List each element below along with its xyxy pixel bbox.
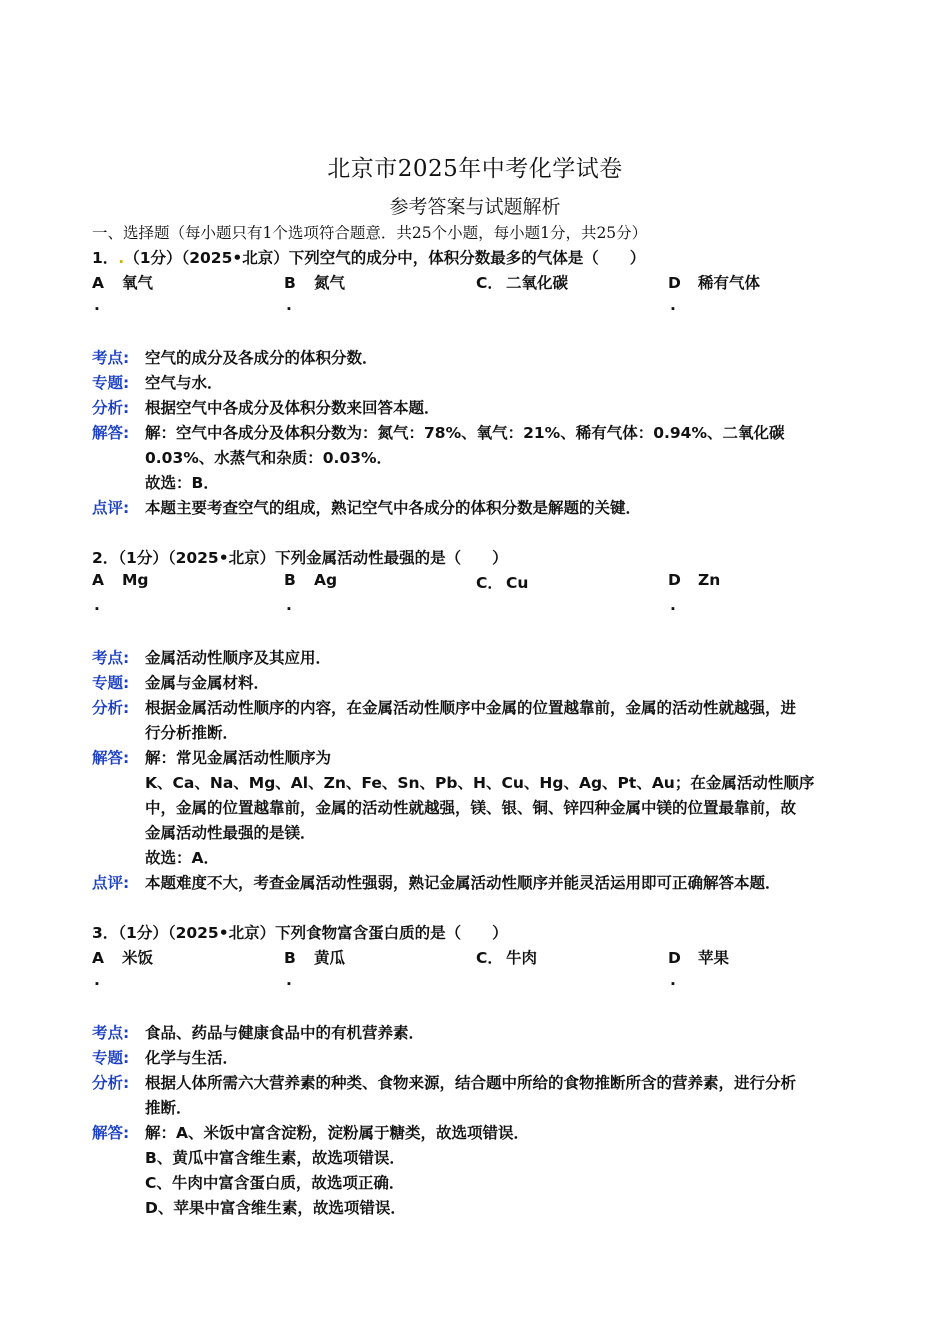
option-a-dot: . xyxy=(94,971,100,989)
kaodian-label: 考点: xyxy=(92,1024,130,1042)
jieda-label: 解答: xyxy=(92,424,130,442)
option-d: D 苹果 xyxy=(668,949,730,967)
jieda-line-1: 解：常见金属活动性顺序为 xyxy=(145,749,332,767)
question-text: （1分）（2025•北京）下列空气的成分中，体积分数最多的气体是（ ） xyxy=(124,249,646,267)
jieda-line-2: K、Ca、Na、Mg、Al、Zn、Fe、Sn、Pb、H、Cu、Hg、Ag、Pt、Au；在金属活动性顺序 xyxy=(145,774,815,792)
dianping-label: 点评: xyxy=(92,499,130,517)
jieda-line-4: D、苹果中富含维生素，故选项错误． xyxy=(145,1199,406,1217)
option-b-dot: . xyxy=(286,596,292,614)
fenxi-line-2: 行分析推断． xyxy=(145,724,239,742)
jieda-line-3: C、牛肉中富含蛋白质，故选项正确． xyxy=(145,1174,405,1192)
jieda-line-5: 故选：A． xyxy=(145,849,219,867)
option-c: C． Cu xyxy=(476,574,529,592)
option-b-dot: . xyxy=(286,296,292,314)
jieda-line-4: 金属活动性最强的是镁． xyxy=(145,824,316,842)
option-d: D 稀有气体 xyxy=(668,274,761,292)
fenxi-label: 分析: xyxy=(92,1074,130,1092)
dianping-text: 本题主要考查空气的组成，熟记空气中各成分的体积分数是解题的关键． xyxy=(145,499,642,517)
option-a-dot: . xyxy=(94,596,100,614)
option-a-dot: . xyxy=(94,296,100,314)
option-b: B Ag xyxy=(284,571,338,589)
jieda-line-3: 故选：B． xyxy=(145,474,219,492)
jieda-line-1: 解：A、米饭中富含淀粉，淀粉属于糖类，故选项错误． xyxy=(145,1124,529,1142)
question-number: 1． xyxy=(92,249,119,267)
jieda-label: 解答: xyxy=(92,1124,130,1142)
jieda-line-3: 中，金属的位置越靠前，金属的活动性就越强，镁、银、铜、锌四种金属中镁的位置最靠前，故 xyxy=(145,799,797,817)
jieda-line-2: B、黄瓜中富含维生素，故选项错误． xyxy=(145,1149,405,1167)
question-1-stem xyxy=(92,246,645,268)
question-number: 2． xyxy=(92,549,119,567)
question-3-stem xyxy=(92,921,508,943)
option-c: C． 牛肉 xyxy=(476,949,538,967)
jieda-line-2: 0.03%、水蒸气和杂质：0.03%． xyxy=(145,449,393,467)
jieda-line-1: 解：空气中各成分及体积分数为：氮气：78%、氧气：21%、稀有气体：0.94%、二氧化碳 xyxy=(145,424,785,442)
fenxi-label: 分析: xyxy=(92,699,130,717)
question-text: （1分）（2025•北京）下列食物富含蛋白质的是（ ） xyxy=(118,924,508,942)
jieda-label: 解答: xyxy=(92,749,130,767)
question-2-stem xyxy=(92,546,508,568)
option-b: B 黄瓜 xyxy=(284,949,346,967)
zhuanti-label: 专题: xyxy=(92,374,130,392)
question-number: 3． xyxy=(92,924,119,942)
question-text: （1分）（2025•北京）下列金属活动性最强的是（ ） xyxy=(118,549,508,567)
dianping-text: 本题难度不大，考查金属活动性强弱，熟记金属活动性顺序并能灵活运用即可正确解答本题． xyxy=(145,874,781,892)
zhuanti-text: 空气与水． xyxy=(145,374,223,392)
zhuanti-text: 金属与金属材料． xyxy=(145,674,270,692)
page-title: 北京市2025年中考化学试卷 xyxy=(327,156,623,182)
kaodian-label: 考点: xyxy=(92,349,130,367)
kaodian-text: 空气的成分及各成分的体积分数． xyxy=(145,349,378,367)
dianping-label: 点评: xyxy=(92,874,130,892)
zhuanti-label: 专题: xyxy=(92,1049,130,1067)
section-heading: 一、选择题（每小题只有1个选项符合题意．共25个小题，每小题1分，共25分） xyxy=(92,224,648,242)
fenxi-line-2: 推断． xyxy=(145,1099,192,1117)
option-d-dot: . xyxy=(670,971,676,989)
option-b: B 氮气 xyxy=(284,274,346,292)
option-d: D Zn xyxy=(668,571,721,589)
kaodian-text: 金属活动性顺序及其应用． xyxy=(145,649,332,667)
option-a: A 米饭 xyxy=(92,949,154,967)
option-a: A Mg xyxy=(92,571,149,589)
zhuanti-label: 专题: xyxy=(92,674,130,692)
kaodian-text: 食品、药品与健康食品中的有机营养素． xyxy=(145,1024,425,1042)
option-d-dot: . xyxy=(670,296,676,314)
fenxi-line-1: 根据人体所需六大营养素的种类、食物来源，结合题中所给的食物推断所含的营养素，进行分析 xyxy=(145,1074,797,1092)
option-b-dot: . xyxy=(286,971,292,989)
option-c: C． 二氧化碳 xyxy=(476,274,569,292)
zhuanti-text: 化学与生活． xyxy=(145,1049,239,1067)
fenxi-line-1: 根据金属活动性顺序的内容，在金属活动性顺序中金属的位置越靠前，金属的活动性就越强，进 xyxy=(145,699,797,717)
fenxi-text: 根据空气中各成分及体积分数来回答本题． xyxy=(145,399,440,417)
page-subtitle: 参考答案与试题解析 xyxy=(389,196,561,218)
option-d-dot: . xyxy=(670,596,676,614)
option-a: A 氧气 xyxy=(92,274,154,292)
question-mark: . xyxy=(118,249,125,267)
fenxi-label: 分析: xyxy=(92,399,130,417)
kaodian-label: 考点: xyxy=(92,649,130,667)
